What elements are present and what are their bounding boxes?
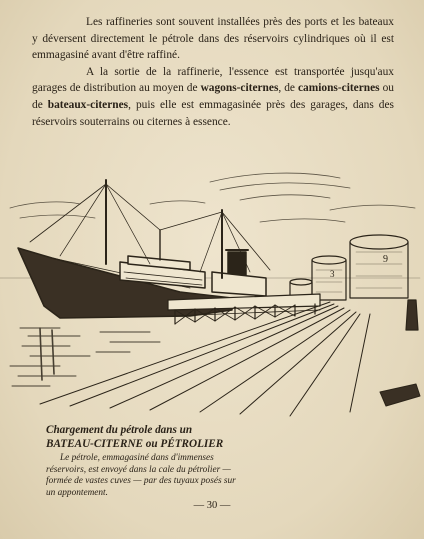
paragraph-distribution-part-1: A la sortie de la raffinerie, l'essence est transportée jusqu'aux garages de distribution au moyen de — [32, 65, 394, 95]
illustration-caption — [46, 424, 236, 500]
paragraph-distribution-part-2: , de — [278, 82, 298, 95]
caption-body: Le pétrole, emmagasiné dans d'immenses réservoirs, est envoyé dans la cale du pétrolier — formée de vastes cuves — par des tuyaux posés sur un appontement. — [46, 453, 236, 499]
caption-title — [46, 424, 236, 451]
mooring-posts — [406, 300, 418, 330]
jetty-pier — [168, 294, 320, 324]
paragraph-distribution — [32, 64, 394, 130]
paragraph-distribution-part-4: , puis elle est emmagasinée près des garages, dans des réservoirs souterrains ou citernes à essence. — [32, 98, 394, 128]
tank-label-9: 9 — [383, 254, 388, 265]
quay-pipes — [40, 302, 420, 416]
caption-title-line-2: BATEAU-CITERNE ou PÉTROLIER — [46, 437, 224, 450]
storage-tanks — [290, 235, 408, 302]
tank-label-3: 3 — [330, 269, 335, 279]
tanker-loading-illustration — [0, 160, 424, 420]
paragraph-refineries: Les raffineries sont souvent installées près des ports et les bateaux y déversent directement le pétrole dans des réservoirs cylindriques où il est emmagasiné avant d'être raffiné. — [32, 16, 394, 62]
page-number: — 30 — — [193, 500, 231, 511]
term-wagons-citernes: wagons-citernes — [200, 82, 279, 95]
term-bateaux-citernes: bateaux-citernes — [47, 98, 129, 111]
body-text — [32, 14, 394, 130]
term-camions-citernes: camions-citernes — [298, 82, 380, 95]
water-reflections — [10, 328, 160, 386]
paragraph-distribution-part-3: ou de — [32, 82, 394, 111]
caption-title-line-1: Chargement du pétrole dans un — [46, 424, 193, 436]
